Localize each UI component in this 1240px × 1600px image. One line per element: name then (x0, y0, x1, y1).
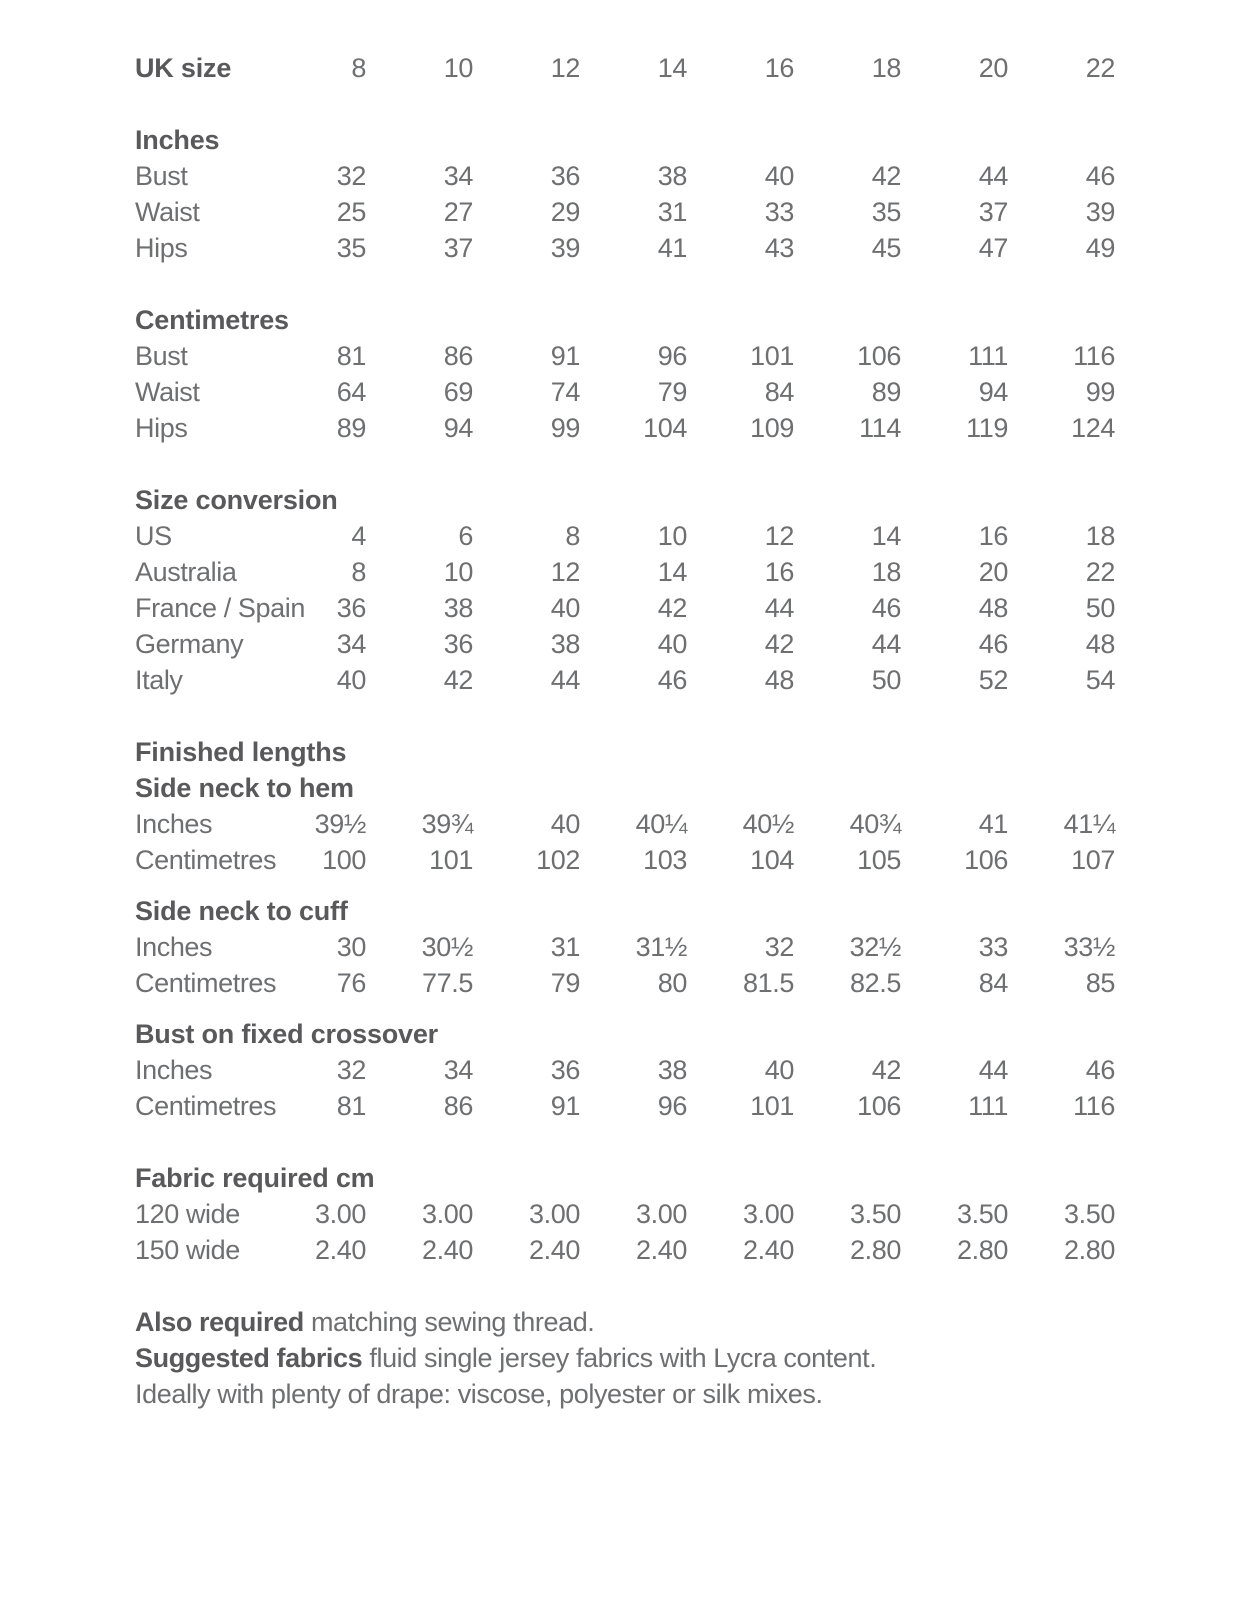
spacer-cell (135, 698, 1115, 734)
cell-value: 33 (978, 932, 1008, 962)
cell-value: 105 (857, 845, 901, 875)
cell-value: 94 (978, 377, 1008, 407)
table-row (135, 1196, 1115, 1232)
cell-value: 14 (657, 557, 687, 587)
table-row (135, 965, 1115, 1001)
cell-value: 64 (336, 377, 366, 407)
cell-value: 48 (1085, 629, 1115, 659)
cell-value: 44 (978, 161, 1008, 191)
table-row (135, 590, 1115, 626)
cell-value: 74 (550, 377, 580, 407)
table-row (135, 410, 1115, 446)
cell-value: 37 (443, 233, 473, 263)
cell-value: 2.40 (315, 1235, 366, 1265)
cell-value: 12 (764, 521, 794, 551)
cell-value: 69 (443, 377, 473, 407)
cell-value: 119 (966, 413, 1008, 443)
row-label: Germany (135, 629, 244, 659)
cell-value: 3.00 (422, 1199, 473, 1229)
cell-value: 30 (336, 932, 366, 962)
cell-value: 84 (978, 968, 1008, 998)
section-heading: Centimetres (135, 305, 289, 335)
cell-value: 14 (657, 53, 687, 83)
cell-value: 16 (764, 53, 794, 83)
cell-value: 82.5 (850, 968, 901, 998)
cell-value: 50 (871, 665, 901, 695)
cell-value: 89 (871, 377, 901, 407)
cell-value: 44 (550, 665, 580, 695)
cell-value: 8 (351, 557, 366, 587)
cell-value: 81 (336, 341, 366, 371)
cell-value: 89 (336, 413, 366, 443)
spacer-row (135, 878, 1115, 893)
note-text: matching sewing thread. (303, 1307, 595, 1337)
row-label: UK size (135, 53, 232, 83)
spacer-row (135, 86, 1115, 122)
size-chart-table (135, 50, 1115, 1268)
section-heading: Finished lengths (135, 737, 347, 767)
row-label: Inches (135, 1055, 213, 1085)
cell-value: 31 (550, 932, 580, 962)
cell-value: 104 (643, 413, 687, 443)
cell-value: 91 (550, 1091, 580, 1121)
cell-value: 103 (643, 845, 687, 875)
cell-value: 86 (443, 1091, 473, 1121)
cell-value: 40 (657, 629, 687, 659)
cell-value: 22 (1085, 53, 1115, 83)
cell-value: 81.5 (743, 968, 794, 998)
cell-value: 91 (550, 341, 580, 371)
cell-value: 42 (443, 665, 473, 695)
cell-value: 25 (336, 197, 366, 227)
spacer-cell (135, 1124, 1115, 1160)
cell-value: 6 (458, 521, 473, 551)
cell-value: 101 (750, 341, 794, 371)
cell-value: 3.00 (743, 1199, 794, 1229)
cell-value: 46 (657, 665, 687, 695)
cell-value: 22 (1085, 557, 1115, 587)
spacer-cell (135, 86, 1115, 122)
cell-value: 39 (1085, 197, 1115, 227)
cell-value: 18 (1085, 521, 1115, 551)
note-text: fluid single jersey fabrics with Lycra content. (362, 1343, 877, 1373)
cell-value: 104 (750, 845, 794, 875)
cell-value: 2.40 (529, 1235, 580, 1265)
section-heading: Size conversion (135, 485, 338, 515)
row-label: Bust (135, 341, 188, 371)
cell-value: 32 (336, 1055, 366, 1085)
spacer-row (135, 1001, 1115, 1016)
table-row (135, 662, 1115, 698)
cell-value: 40¼ (635, 809, 687, 839)
row-label: Waist (135, 377, 200, 407)
row-label: Centimetres (135, 1091, 277, 1121)
cell-value: 29 (550, 197, 580, 227)
cell-value: 77.5 (422, 968, 473, 998)
table-row (135, 518, 1115, 554)
cell-value: 39 (550, 233, 580, 263)
cell-value: 42 (871, 1055, 901, 1085)
cell-value: 18 (871, 53, 901, 83)
cell-value: 4 (351, 521, 366, 551)
cell-value: 10 (443, 53, 473, 83)
cell-value: 80 (657, 968, 687, 998)
cell-value: 107 (1071, 845, 1115, 875)
cell-value: 3.00 (315, 1199, 366, 1229)
row-label: Bust (135, 161, 188, 191)
cell-value: 99 (550, 413, 580, 443)
cell-value: 40¾ (849, 809, 901, 839)
cell-value: 16 (978, 521, 1008, 551)
cell-value: 2.80 (850, 1235, 901, 1265)
cell-value: 34 (443, 1055, 473, 1085)
cell-value: 37 (978, 197, 1008, 227)
cell-value: 30½ (421, 932, 473, 962)
cell-value: 10 (657, 521, 687, 551)
cell-value: 43 (764, 233, 794, 263)
cell-value: 106 (964, 845, 1008, 875)
cell-value: 42 (657, 593, 687, 623)
table-row (135, 626, 1115, 662)
cell-value: 114 (859, 413, 901, 443)
cell-value: 46 (1085, 161, 1115, 191)
table-row (135, 230, 1115, 266)
row-label: 120 wide (135, 1199, 240, 1229)
table-row (135, 1052, 1115, 1088)
table-row (135, 806, 1115, 842)
cell-value: 39¾ (421, 809, 473, 839)
cell-value: 40 (764, 1055, 794, 1085)
notes-block (135, 1304, 1140, 1412)
cell-value: 79 (550, 968, 580, 998)
cell-value: 31½ (635, 932, 687, 962)
cell-value: 31 (657, 197, 687, 227)
section-heading-row (135, 734, 1115, 770)
cell-value: 42 (764, 629, 794, 659)
cell-value: 3.00 (636, 1199, 687, 1229)
note-bold-text: Suggested fabrics (135, 1343, 363, 1373)
cell-value: 50 (1085, 593, 1115, 623)
note-text: Ideally with plenty of drape: viscose, polyester or silk mixes. (135, 1379, 823, 1409)
cell-value: 96 (657, 1091, 687, 1121)
cell-value: 38 (657, 161, 687, 191)
cell-value: 124 (1071, 413, 1115, 443)
cell-value: 2.80 (957, 1235, 1008, 1265)
spacer-cell (135, 266, 1115, 302)
cell-value: 101 (429, 845, 473, 875)
section-heading-row (135, 893, 1115, 929)
section-heading-row (135, 1016, 1115, 1052)
cell-value: 109 (750, 413, 794, 443)
cell-value: 47 (978, 233, 1008, 263)
cell-value: 94 (443, 413, 473, 443)
cell-value: 20 (978, 557, 1008, 587)
cell-value: 41¼ (1063, 809, 1115, 839)
cell-value: 42 (871, 161, 901, 191)
section-heading-row (135, 302, 1115, 338)
cell-value: 35 (871, 197, 901, 227)
cell-value: 99 (1085, 377, 1115, 407)
cell-value: 46 (978, 629, 1008, 659)
cell-value: 46 (871, 593, 901, 623)
cell-value: 48 (764, 665, 794, 695)
note-line (135, 1340, 1140, 1376)
section-heading-row (135, 122, 1115, 158)
cell-value: 81 (336, 1091, 366, 1121)
section-heading-row (135, 1160, 1115, 1196)
row-label: US (135, 521, 172, 551)
cell-value: 111 (968, 341, 1008, 371)
section-heading: Side neck to hem (135, 773, 354, 803)
table-row (135, 50, 1115, 86)
cell-value: 36 (443, 629, 473, 659)
cell-value: 16 (764, 557, 794, 587)
spacer-cell (135, 1001, 1115, 1016)
cell-value: 48 (978, 593, 1008, 623)
row-label: Inches (135, 932, 213, 962)
cell-value: 46 (1085, 1055, 1115, 1085)
row-label: Hips (135, 233, 188, 263)
cell-value: 20 (978, 53, 1008, 83)
cell-value: 45 (871, 233, 901, 263)
cell-value: 44 (978, 1055, 1008, 1085)
row-label: France / Spain (135, 593, 305, 623)
cell-value: 14 (871, 521, 901, 551)
cell-value: 101 (750, 1091, 794, 1121)
cell-value: 40½ (742, 809, 794, 839)
table-row (135, 374, 1115, 410)
cell-value: 52 (978, 665, 1008, 695)
cell-value: 34 (443, 161, 473, 191)
cell-value: 106 (857, 341, 901, 371)
cell-value: 111 (968, 1091, 1008, 1121)
cell-value: 85 (1085, 968, 1115, 998)
row-label: Centimetres (135, 845, 277, 875)
cell-value: 116 (1073, 341, 1115, 371)
note-line (135, 1376, 1140, 1412)
row-label: Waist (135, 197, 200, 227)
cell-value: 84 (764, 377, 794, 407)
cell-value: 32 (764, 932, 794, 962)
cell-value: 86 (443, 341, 473, 371)
spacer-row (135, 698, 1115, 734)
cell-value: 79 (657, 377, 687, 407)
row-label: Inches (135, 809, 213, 839)
section-heading-row (135, 482, 1115, 518)
cell-value: 96 (657, 341, 687, 371)
section-heading-row (135, 770, 1115, 806)
cell-value: 27 (443, 197, 473, 227)
table-row (135, 194, 1115, 230)
cell-value: 3.50 (1064, 1199, 1115, 1229)
spacer-cell (135, 878, 1115, 893)
section-heading: Bust on fixed crossover (135, 1019, 438, 1049)
table-row (135, 338, 1115, 374)
table-row (135, 158, 1115, 194)
cell-value: 38 (550, 629, 580, 659)
cell-value: 76 (336, 968, 366, 998)
cell-value: 12 (550, 557, 580, 587)
cell-value: 106 (857, 1091, 901, 1121)
cell-value: 3.50 (850, 1199, 901, 1229)
cell-value: 10 (443, 557, 473, 587)
cell-value: 8 (565, 521, 580, 551)
cell-value: 32½ (849, 932, 901, 962)
table-row (135, 929, 1115, 965)
cell-value: 44 (871, 629, 901, 659)
cell-value: 40 (764, 161, 794, 191)
cell-value: 41 (978, 809, 1008, 839)
cell-value: 40 (550, 593, 580, 623)
cell-value: 3.50 (957, 1199, 1008, 1229)
cell-value: 34 (336, 629, 366, 659)
cell-value: 35 (336, 233, 366, 263)
cell-value: 54 (1085, 665, 1115, 695)
table-row (135, 1232, 1115, 1268)
cell-value: 38 (657, 1055, 687, 1085)
cell-value: 49 (1085, 233, 1115, 263)
cell-value: 33 (764, 197, 794, 227)
note-bold-text: Also required (135, 1307, 304, 1337)
cell-value: 3.00 (529, 1199, 580, 1229)
row-label: Italy (135, 665, 183, 695)
cell-value: 2.80 (1064, 1235, 1115, 1265)
cell-value: 33½ (1063, 932, 1115, 962)
spacer-cell (135, 446, 1115, 482)
cell-value: 116 (1073, 1091, 1115, 1121)
cell-value: 41 (657, 233, 687, 263)
cell-value: 36 (336, 593, 366, 623)
row-label: Australia (135, 557, 237, 587)
table-row (135, 842, 1115, 878)
cell-value: 2.40 (422, 1235, 473, 1265)
spacer-row (135, 1124, 1115, 1160)
cell-value: 39½ (314, 809, 366, 839)
cell-value: 8 (351, 53, 366, 83)
cell-value: 36 (550, 1055, 580, 1085)
cell-value: 38 (443, 593, 473, 623)
row-label: Hips (135, 413, 188, 443)
table-row (135, 1088, 1115, 1124)
cell-value: 40 (550, 809, 580, 839)
cell-value: 2.40 (743, 1235, 794, 1265)
cell-value: 2.40 (636, 1235, 687, 1265)
cell-value: 12 (550, 53, 580, 83)
cell-value: 32 (336, 161, 366, 191)
cell-value: 44 (764, 593, 794, 623)
cell-value: 100 (322, 845, 366, 875)
spacer-row (135, 266, 1115, 302)
cell-value: 36 (550, 161, 580, 191)
section-heading: Side neck to cuff (135, 896, 348, 926)
cell-value: 102 (536, 845, 580, 875)
spacer-row (135, 446, 1115, 482)
table-row (135, 554, 1115, 590)
section-heading: Inches (135, 125, 220, 155)
cell-value: 18 (871, 557, 901, 587)
row-label: Centimetres (135, 968, 277, 998)
cell-value: 40 (336, 665, 366, 695)
note-line (135, 1304, 1140, 1340)
row-label: 150 wide (135, 1235, 240, 1265)
section-heading: Fabric required cm (135, 1163, 375, 1193)
